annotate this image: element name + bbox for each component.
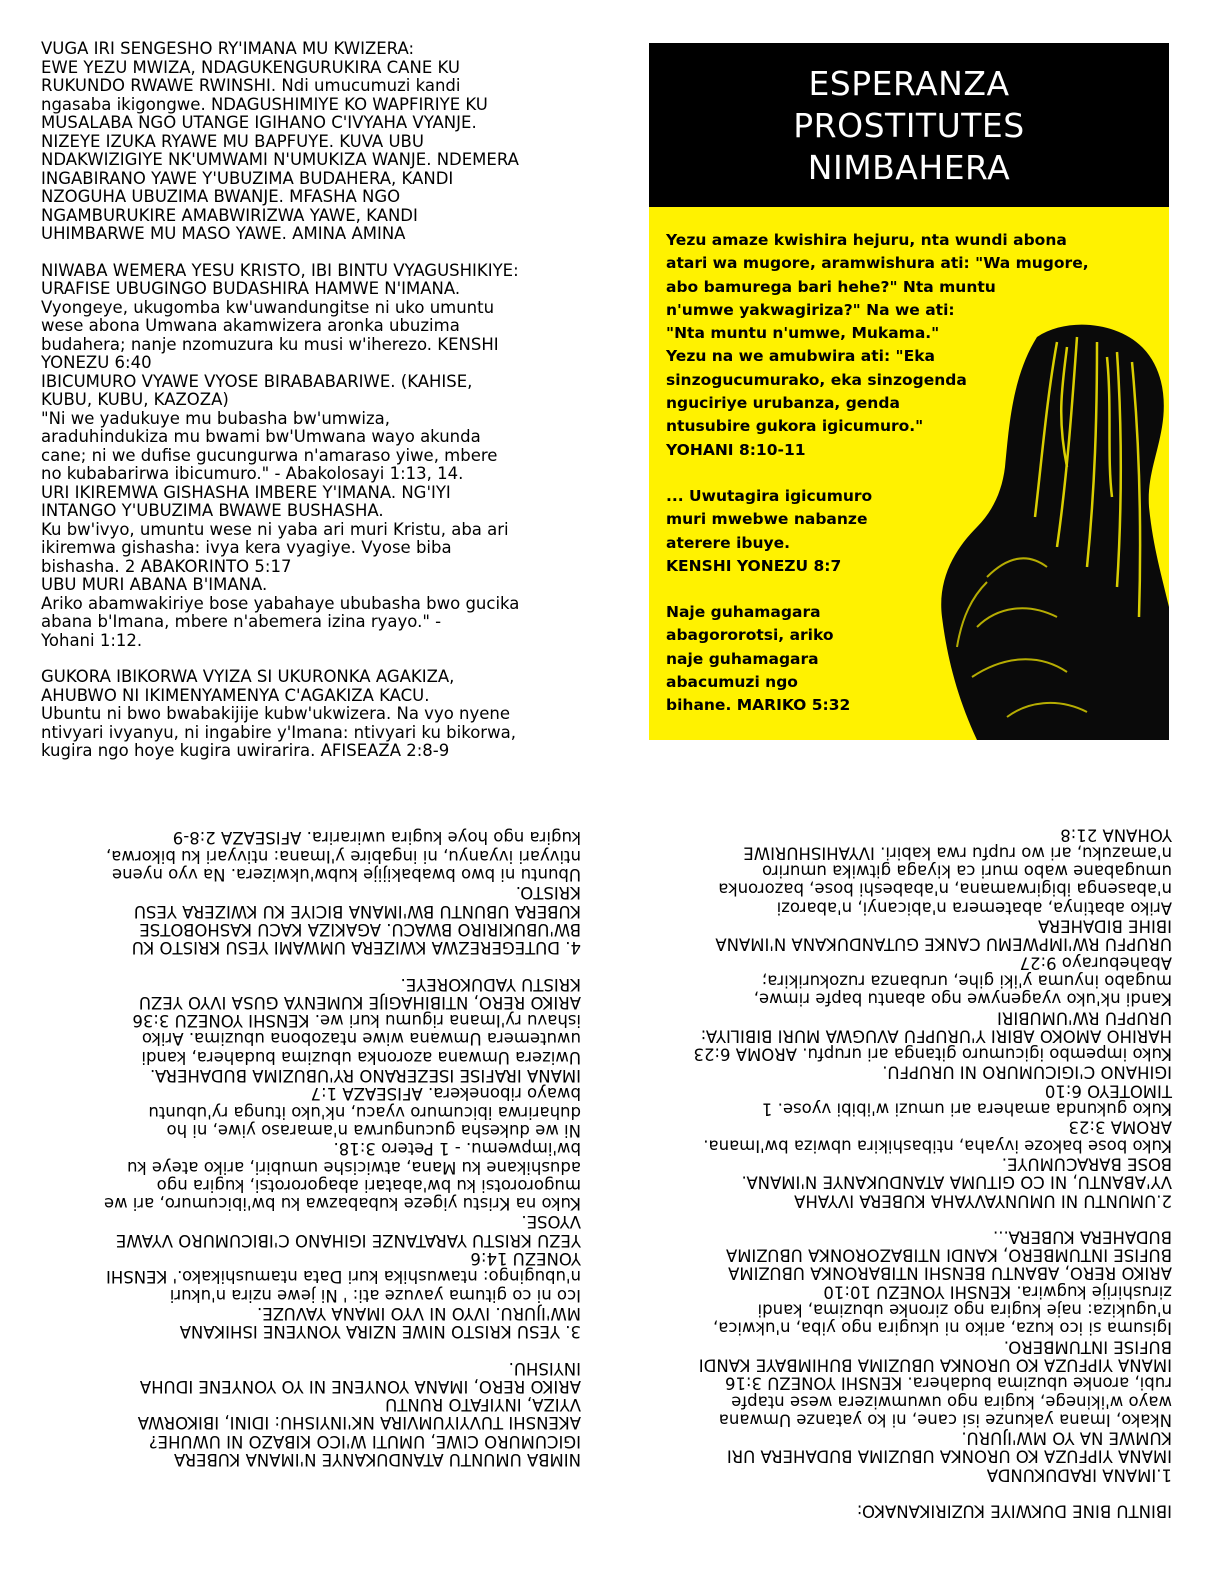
point-four-paragraph: 4. DUTEGEREZWA KWIZERA UMWAMI YESU KRISTO KU BW'UBUKIRIRO BWACU. AGAKIZA KACU KASHOBOTSE KUBERA UBUNTU BW'IMANA BICIYE KU KWIZERA YESU KRISTO. Ubuntu ni bwo bwabakijije kubw'ukwizera. Na vyo nyene ntivyari ivyanyu, ni ingabire y'Imana: ntivyari ku bikorwa, kugira ngo hoye kugira uwirarira. AFISEAZA 2:8-9 [106, 828, 581, 958]
spacer [656, 1209, 1172, 1227]
good-works-paragraph: GUKORA IBIKORWA VYIZA SI UKURONKA AGAKIZA, AHUBWO NI IKIMENYAMENYA C'AGAKIZA KACU. Ubuntu ni bwo bwabakijije kubw'ukwizera. Na vyo nyene ntivyari ivyanyu, ni ingabire y'Imana: ntivyari ku bikorwa, kugira ngo hoye kugira uwirarira. AFISEAZA 2:8-9 [41, 667, 516, 760]
cover-panel [649, 207, 1169, 740]
cover-title-line: PROSTITUTES [793, 106, 1025, 145]
point-two-paragraph: 2.UMUNTU NI UMUNYAVYAHA KUBERA IVYAHA VY'ABANTU, NI CO GITUMA ATANDUKANYE N'IMANA. BOSE BARACUMUYE. Kuko bose bakoze ivyaha, ntibashikira ubwiza bw'Imana. AROMA 3:23 Kuko gukunda amahera ari umuzi w'ibibi vyose. 1 TIMOTEYO 6:10 IGIHANO C'IGICUMURO NI URUPFU. Kuko impembo igicumuro gitanga ari urupfu. AROMA 6:23 HARIHO AMOKO ABIRI Y'URUPFU AVUGWA MURI BIBILIYA: URUPFU RW'UMUBIRI Kandi nk'uko vyagenywe ngo abantu bapfe rimwe, mugabo inyuma y'iki gihe, urubanza ruzokurikira; Abaheburayo 9:27 URUPFU RW'IMPWEMU CANKE GUTANDUKANA N'IMANA IBIHE BIDAHERA Ariko abatinya, abatemera n'abicanyi, n'abarozi n'abasenga ibigirwamana, n'ababeshi bose, bazoronka umugabane wabo muri ca kiyaga gitwika umuriro n'amazuku, ari wo rupfu rwa kabiri. IVYAHISHURIWE YOHANA 21:8 [693, 825, 1172, 1211]
spacer [666, 462, 1156, 485]
cover-verse-stone: ... Uwutagira igicumuro muri mwebwe nabanze aterere ibuye. KENSHI YONEZU 8:7 [666, 486, 873, 575]
spacer [666, 578, 1156, 601]
point-three-paragraph: 3. YESU KRISTO NIWE NZIRA YONYENE ISHIKANA MW'IJURU. IVYO NI VYO IMANA YAVUZE. Ico ni co gituma yavuze ati: ' Ni jewe nzira n'ukuri n'ubugingo: ntawushika kuri Data ntamushikako.' KENSHI YONEZU 14:6 YEZU KRISTU YARATANZE IGIHANO C'IBICUMURO VYAWE VYOSE. Kuko na Kristu yigeze kubabazwa ku bw'ibicumuro, ari we mugororotsi ku bw'abatari abagororotsi, kugira ngo adushikane ku Mana, atwicishe umubiri, ariko ateye ku bw'impwemu. - 1 Petero 3:18. Ni we dukesha gucungurwa n'amaraso yiwe, ni ho duharirwa ibicumuro vyacu, nk'uko itunga ry'ubuntu bwayo ribonekera. AFISEAZA 1:7 IMANA IRAFISE ISEZERANO RY'UBUZIMA BUDAHERA. Uwizera Umwana azoronka ubuzima budahera, kandi uwutemera Umwana wiwe ntazobona ubuzima. Ariko ishavu ry'Imana rigumu kuri we. KENSHI YONEZU 3:36 ARIKO RERO, NTIBIHAGIJE KUMENYA GUSA IVYO YEZU KRISTU YADUKOREYE. [103, 974, 581, 1342]
point-one-paragraph: 1.IMANA IRADUKUNDA IMANA YIPFUZA KO URONKA UBUZIMA BUDAHERA URI KUMWE NA YO MW'IJURU. Nkako, Imana yakunze isi cane, ni ko yatanze Umwana wayo w'ikinege, kugira ngo uwumwizera wese ntapfe rubi, aronke ubuzima budahera. KENSHI YONEZU 3:16 IMANA YIPFUZA KO URONKA UBUZIMA BUHIMBAYE KANDI BUFISE INTUMBERO. Igisuma si ico kuza, ariko ni ukugira ngo yiba, n'ukwica, n'ugukiza: naje kugira ngo zironke ubuzima, kandi zirushirije kugwira. KENSHI YONEZU 10:10 ARIKO RERO, ABANTU BENSHI NTIBARONKA UBUZIMA BUFISE INTUMBERO, KANDI NTIBAZORONKA UBUZIMA BUDAHERA KUBERA... [698, 1227, 1172, 1485]
cover-verse-mark: Naje guhamagara abagororotsi, ariko naje guhamagara abacumuzi ngo bihane. MARIKO 5:32 [666, 603, 851, 715]
upside-down-column-right [656, 825, 1172, 1520]
cover-verses [666, 229, 1156, 718]
spacer [41, 244, 581, 262]
spacer [57, 1340, 581, 1358]
cover-title-block [649, 43, 1169, 207]
cover-title-line: ESPERANZA [808, 64, 1010, 103]
spacer [41, 650, 581, 668]
cover-verse-john: Yezu amaze kwishira hejuru, nta wundi abona atari wa mugore, aramwishura ati: "Wa mugore, abo bamurega bari hehe?" Nta muntu n'umwe yakwagiriza?" Na we ati: "Nta muntu n'umwe, Mukama." Yezu na we amubwira ati: "Eka sinzogucumurako, eka sinzogenda nguciriye urubanza, genda ntusubire gukora igicumuro." YOHANI 8:10-11 [666, 231, 1089, 459]
remedy-question-paragraph: NIMBA UMUNTU ATANDUKANYE N'IMANA KUBERA IGICUMURO CIWE, UMUTI W'ICO KIBAZO NI UWUHE? AKENSHI TUVYIYUMVIRA NK'INYISHU: IDINI, IBIKORWA VYIZA, INYIFATO RUNTU ARIKO RERO, IMANA YONYENE NI YO YONYENE IDUHA INYISHU. [137, 1358, 581, 1469]
cover-title-line: NIMBAHERA [807, 148, 1011, 187]
four-things-heading: IBINTU BINE DUKWIYE KUZIRIKANAKO: [856, 1501, 1172, 1521]
prayer-paragraph: VUGA IRI SENGESHO RY'IMANA MU KWIZERA: EWE YEZU MWIZA, NDAGUKENGURUKIRA CANE KU RUKUNDO RWAWE RWINSHI. Ndi umucumuzi kandi ngasaba ikigongwe. NDAGUSHIMIYE KO WAPFIRIYE KU MUSALABA NGO UTANGE IGIHANO C'IVYAHA VYANJE. NIZEYE IZUKA RYAWE MU BAPFUYE. KUVA UBU NDAKWIZIGIYE NK'UMWAMI N'UMUKIZA WANJE. NDEMERA INGABIRANO YAWE Y'UBUZIMA BUDAHERA, KANDI NZOGUHA UBUZIMA BWANJE. MFASHA NGO NGAMBURUKIRE AMABWIRIZWA YAWE, KANDI UHIMBARWE MU MASO YAWE. AMINA AMINA [41, 39, 519, 243]
spacer [656, 1483, 1172, 1501]
assurance-paragraph: NIWABA WEMERA YESU KRISTO, IBI BINTU VYAGUSHIKIYE: URAFISE UBUGINGO BUDASHIRA HAMWE N'IMANA. Vyongeye, ukugomba kw'uwandungitse ni uko umuntu wese abona Umwana akamwizera aronka ubuzima budahera; nanje nzomuzura ku musi w'iherezo. KENSHI YONEZU 6:40 IBICUMURO VYAWE VYOSE BIRABABARIWE. (KAHISE, KUBU, KUBU, KAZOZA) "Ni we yadukuye mu bubasha bw'umwiza, araduhindukiza mu bwami bw'Umwana wayo akunda cane; ni we dufise gucungurwa n'amaraso yiwe, mbere no kubabarirwa ibicumuro." - Abakolosayi 1:13, 14. URI IKIREMWA GISHASHA IMBERE Y'IMANA. NG'IYI INTANGO Y'UBUZIMA BWAWE BUSHASHA. Ku bw'ivyo, umuntu wese ni yaba ari muri Kristu, aba ari ikiremwa gishasha: ivya kera vyagiye. Vyose biba bishasha. 2 ABAKORINTO 5:17 UBU MURI ABANA B'IMANA. Ariko abamwakiriye bose yabahaye ububasha bwo gucika abana b'Imana, mbere n'abemera izina ryayo." - Yohani 1:12. [41, 260, 520, 650]
spacer [57, 956, 581, 974]
upside-down-column-left [57, 828, 581, 1468]
prayer-column [41, 40, 581, 761]
